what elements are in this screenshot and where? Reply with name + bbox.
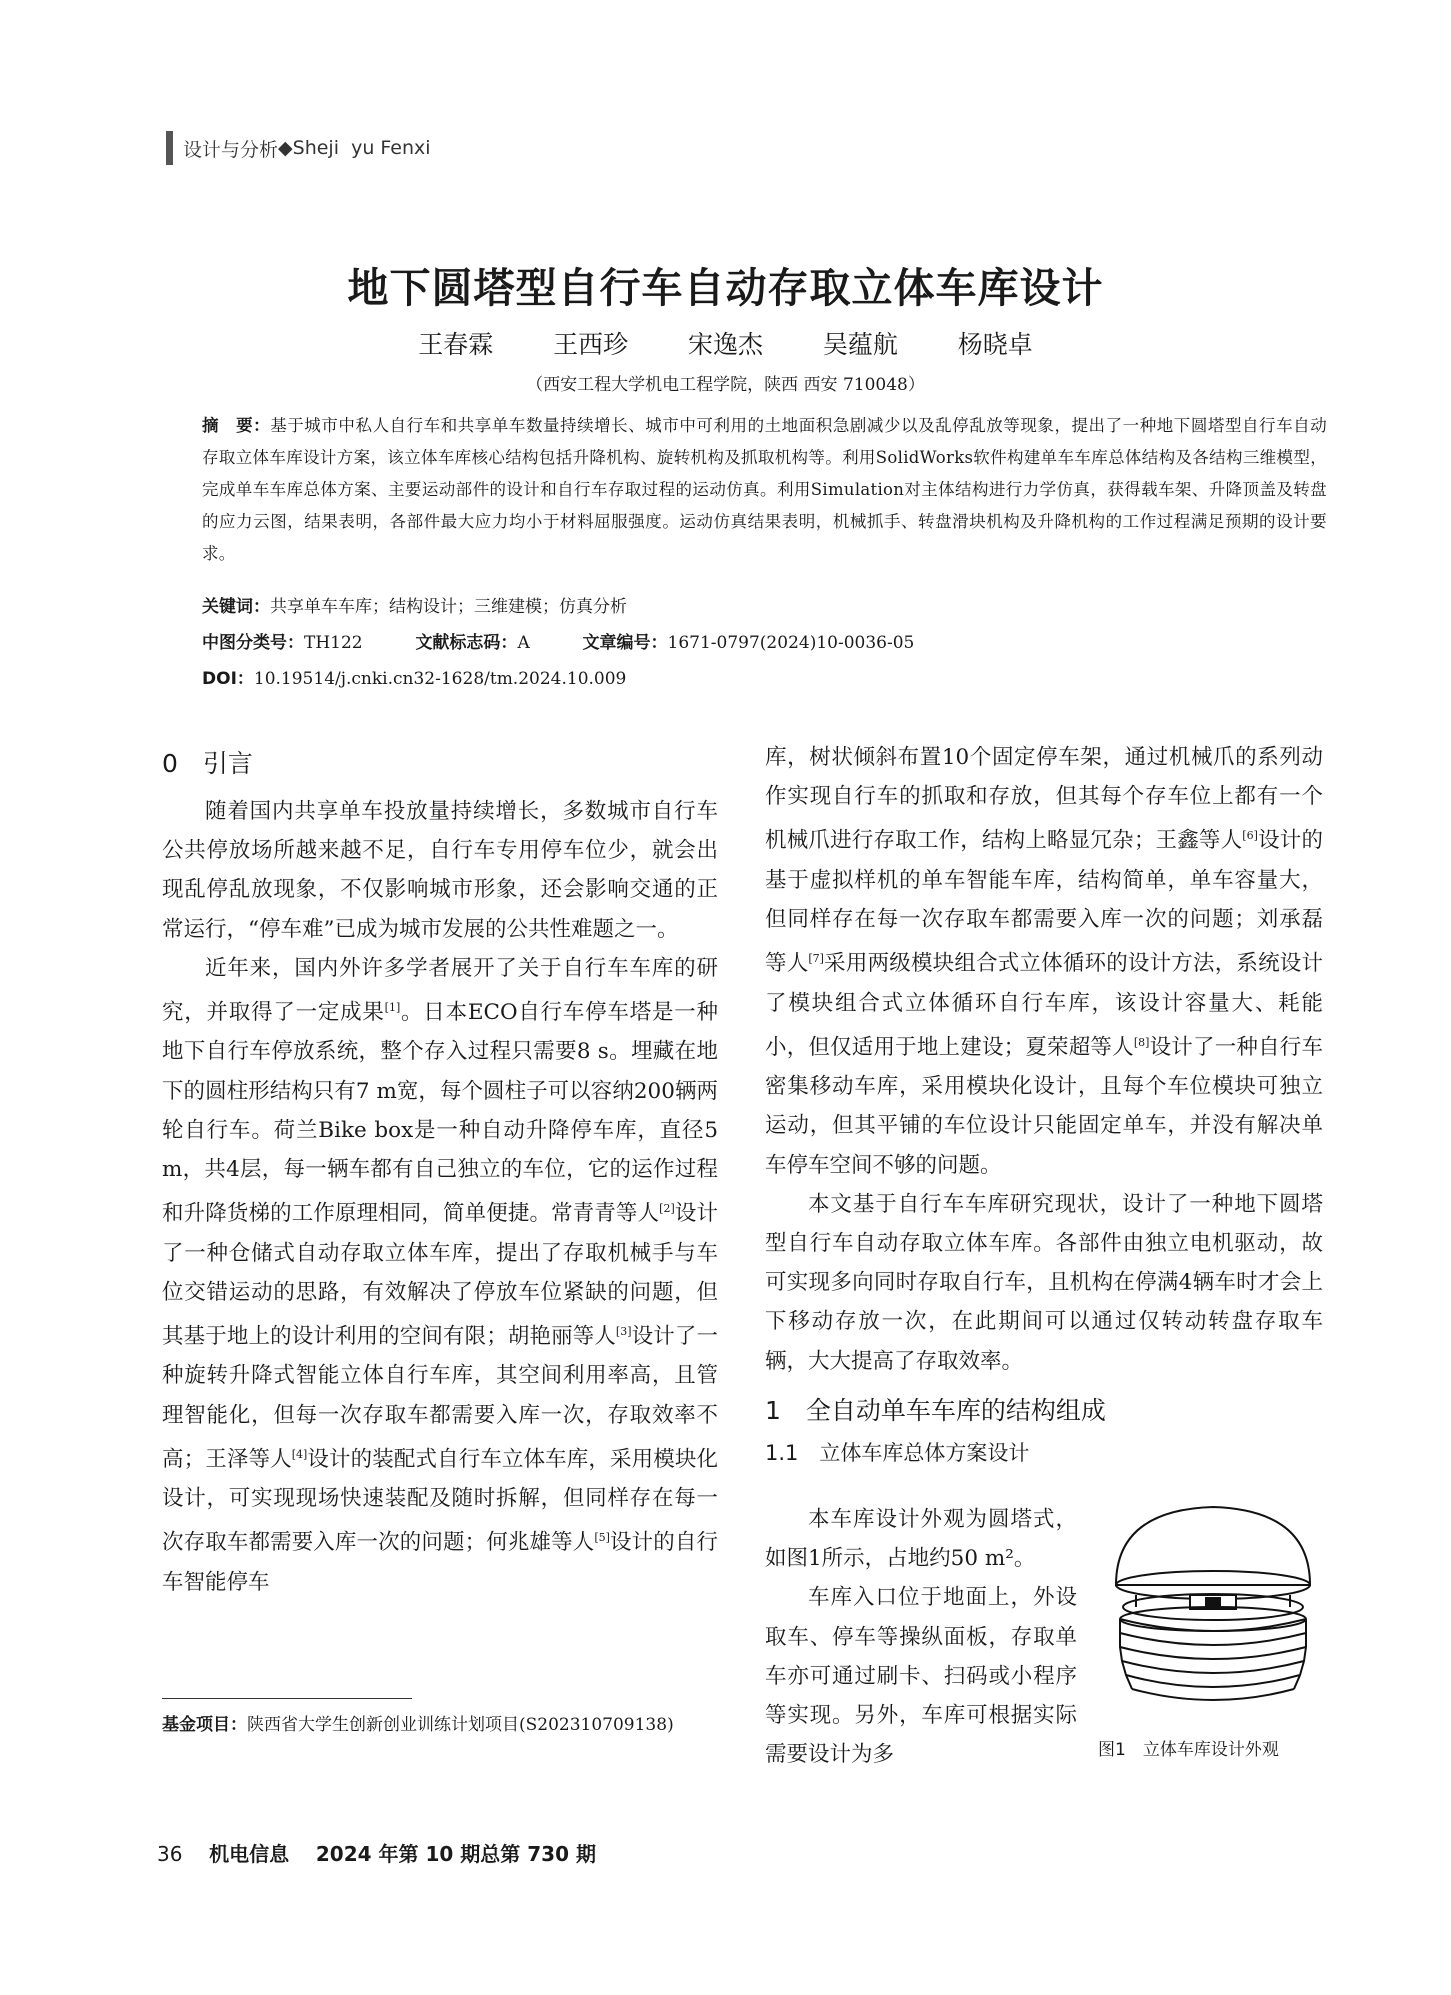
ref-4: [4] (291, 1447, 308, 1461)
section-1-1-heading: 1.1 立体车库总体方案设计 (765, 1440, 1030, 1465)
footnote-text: 陕西省大学生创新创业训练计划项目(S202310709138) (247, 1715, 674, 1735)
running-header (166, 128, 431, 168)
doc-label: 文献标志码： (415, 633, 518, 653)
ref-8: [8] (1133, 1035, 1150, 1049)
abstract-text: 基于城市中私人自行车和共享单车数量持续增长、城市中可利用的土地面积急剧减少以及乱停乱放等现象，提出了一种地下圆塔型自行车自动存取立体车库设计方案，该立体车库核心结构包括升降机构、旋转机构及抓取机构等。利用SolidWorks软件构建单车车库总体结构及各结构三维模型，完成单车车库总体方案、主要运动部件的设计和自行车存取过程的运动仿真。利用Simulation对主体结构进行力学仿真，获得载车架、升降顶盖及转盘的应力云图，结果表明，各部件最大应力均小于材料屈服强度。运动仿真结果表明，机械抓手、转盘滑块机构及升降机构的工作过程满足预期的设计要求。 (202, 416, 1327, 563)
doi (202, 664, 626, 689)
doi-value: 10.19514/j.cnki.cn32-1628/tm.2024.10.009 (253, 669, 627, 689)
footnote-rule (162, 1698, 412, 1699)
right-column-top (765, 738, 1323, 1473)
header-section: 设计与分析 (183, 138, 279, 161)
doi-label: DOI： (202, 669, 254, 689)
classification (202, 628, 914, 653)
ref-5: [5] (594, 1531, 610, 1545)
figure-1 (1098, 1495, 1328, 1725)
paper-title: 地下圆塔型自行车自动存取立体车库设计 (347, 264, 1104, 312)
ref-2: [2] (659, 1202, 675, 1216)
article-label: 文章编号： (582, 633, 668, 653)
intro-paragraph-2: 近年来，国内外许多学者展开了关于自行车车库的研究，并取得了一定成果[1]。日本ECO自行车停车塔是一种地下自行车停放系统，整个存入过程只需要8 s。埋藏在地下的圆柱形结构只有7 m宽，每个圆柱子可以容纳200辆两轮自行车。荷兰Bike box是一种自动升降停车库，直径5 m，共4层，每一辆车都有自己独立的车位，它的运作过程和升降货梯的工作原理相同，简单便捷。常青青等人[2]设计了一种仓储式自动存取立体车库，提出了存取机械手与车位交错运动的思路，有效解决了停放车位紧缺的问题，但其基于地上的设计利用的空间有限；胡艳丽等人[3]设计了一种旋转升降式智能立体自行车库，其空间利用率高，且管理智能化，但每一次存取车都需要入库一次，存取效率不高；王泽等人[4]设计的装配式自行车立体车库，采用模块化设计，可实现现场快速装配及随时拆解，但同样存在每一次存取车都需要入库一次的问题；何兆雄等人[5]设计的自行车智能停车 (162, 955, 718, 1595)
abstract (202, 410, 1327, 570)
clc-label: 中图分类号： (202, 633, 304, 653)
ref-3: [3] (615, 1324, 632, 1338)
keywords-text: 共享单车车库；结构设计；三维建模；仿真分析 (270, 597, 627, 617)
clc-value: TH122 (304, 633, 363, 653)
footnote (162, 1710, 717, 1740)
right-column-wrap (765, 1500, 1077, 1774)
left-column (162, 742, 718, 1602)
right-paragraph-2: 本文基于自行车车库研究现状，设计了一种地下圆塔型自行车自动存取立体车库。各部件由独立电机驱动，故可实现多向同时存取自行车，且机构在停满4辆车时才会上下移动存放一次，在此期间可以通过仅转动转盘存取车辆，大大提高了存取效率。 (765, 1191, 1323, 1374)
ref-1: [1] (384, 1001, 401, 1015)
page-footer (157, 1838, 596, 1867)
right-paragraph-4: 车库入口位于地面上，外设取车、停车等操纵面板，存取单车亦可通过刷卡、扫码或小程序等实现。另外，车库可根据实际需要设计为多 (765, 1585, 1077, 1768)
figure-1-caption: 图1 立体车库设计外观 (1098, 1740, 1279, 1760)
abstract-label: 摘 要： (202, 416, 271, 435)
keywords (202, 592, 627, 617)
ref-7: [7] (808, 952, 824, 966)
footnote-label: 基金项目： (162, 1715, 247, 1735)
keywords-label: 关键词： (202, 597, 270, 617)
section-1-heading: 1 全自动单车车库的结构组成 (765, 1395, 1106, 1425)
affiliation: （西安工程大学机电工程学院，陕西 西安 710048） (526, 375, 925, 395)
article-value: 1671-0797(2024)10-0036-05 (667, 633, 915, 653)
ref-6: [6] (1242, 829, 1258, 843)
header-pinyin: Sheji yu Fenxi (292, 137, 431, 159)
section-0-heading: 0 引言 (162, 749, 253, 778)
authors: 王春霖 王西珍 宋逸杰 吴蕴航 杨晓卓 (418, 330, 1033, 359)
right-paragraph-3: 本车库设计外观为圆塔式，如图1所示，占地约50 m²。 (765, 1507, 1077, 1572)
header-diamond: ◆ (278, 137, 293, 159)
issue-info: 2024 年第 10 期总第 730 期 (315, 1842, 596, 1866)
garage-illustration (1098, 1495, 1328, 1725)
journal-name: 机电信息 (209, 1842, 290, 1866)
right-paragraph-1: 库，树状倾斜布置10个固定停车架，通过机械爪的系列动作实现自行车的抓取和存放，但其每个存车位上都有一个机械爪进行存取工作，结构上略显冗杂；王鑫等人[6]设计的基于虚拟样机的单车智能车库，结构简单，单车容量大，但同样存在每一次存取车都需要入库一次的问题；刘承磊等人[7]采用两级模块组合式立体循环的设计方法，系统设计了模块组合式立体循环自行车库，该设计容量大、耗能小，但仅适用于地上建设；夏荣超等人[8]设计了一种自行车密集移动车库，采用模块化设计，且每个车位模块可独立运动，但其平铺的车位设计只能固定单车，并没有解决单车停车空间不够的问题。 (765, 745, 1323, 1178)
page-number: 36 (157, 1842, 183, 1866)
header-bar (166, 131, 173, 165)
intro-paragraph-1: 随着国内共享单车投放量持续增长，多数城市自行车公共停放场所越来越不足，自行车专用停车位少，就会出现乱停乱放现象，不仅影响城市形象，还会影响交通的正常运行，“停车难”已成为城市发展的公共性难题之一。 (162, 799, 718, 942)
doc-value: A (517, 633, 530, 653)
